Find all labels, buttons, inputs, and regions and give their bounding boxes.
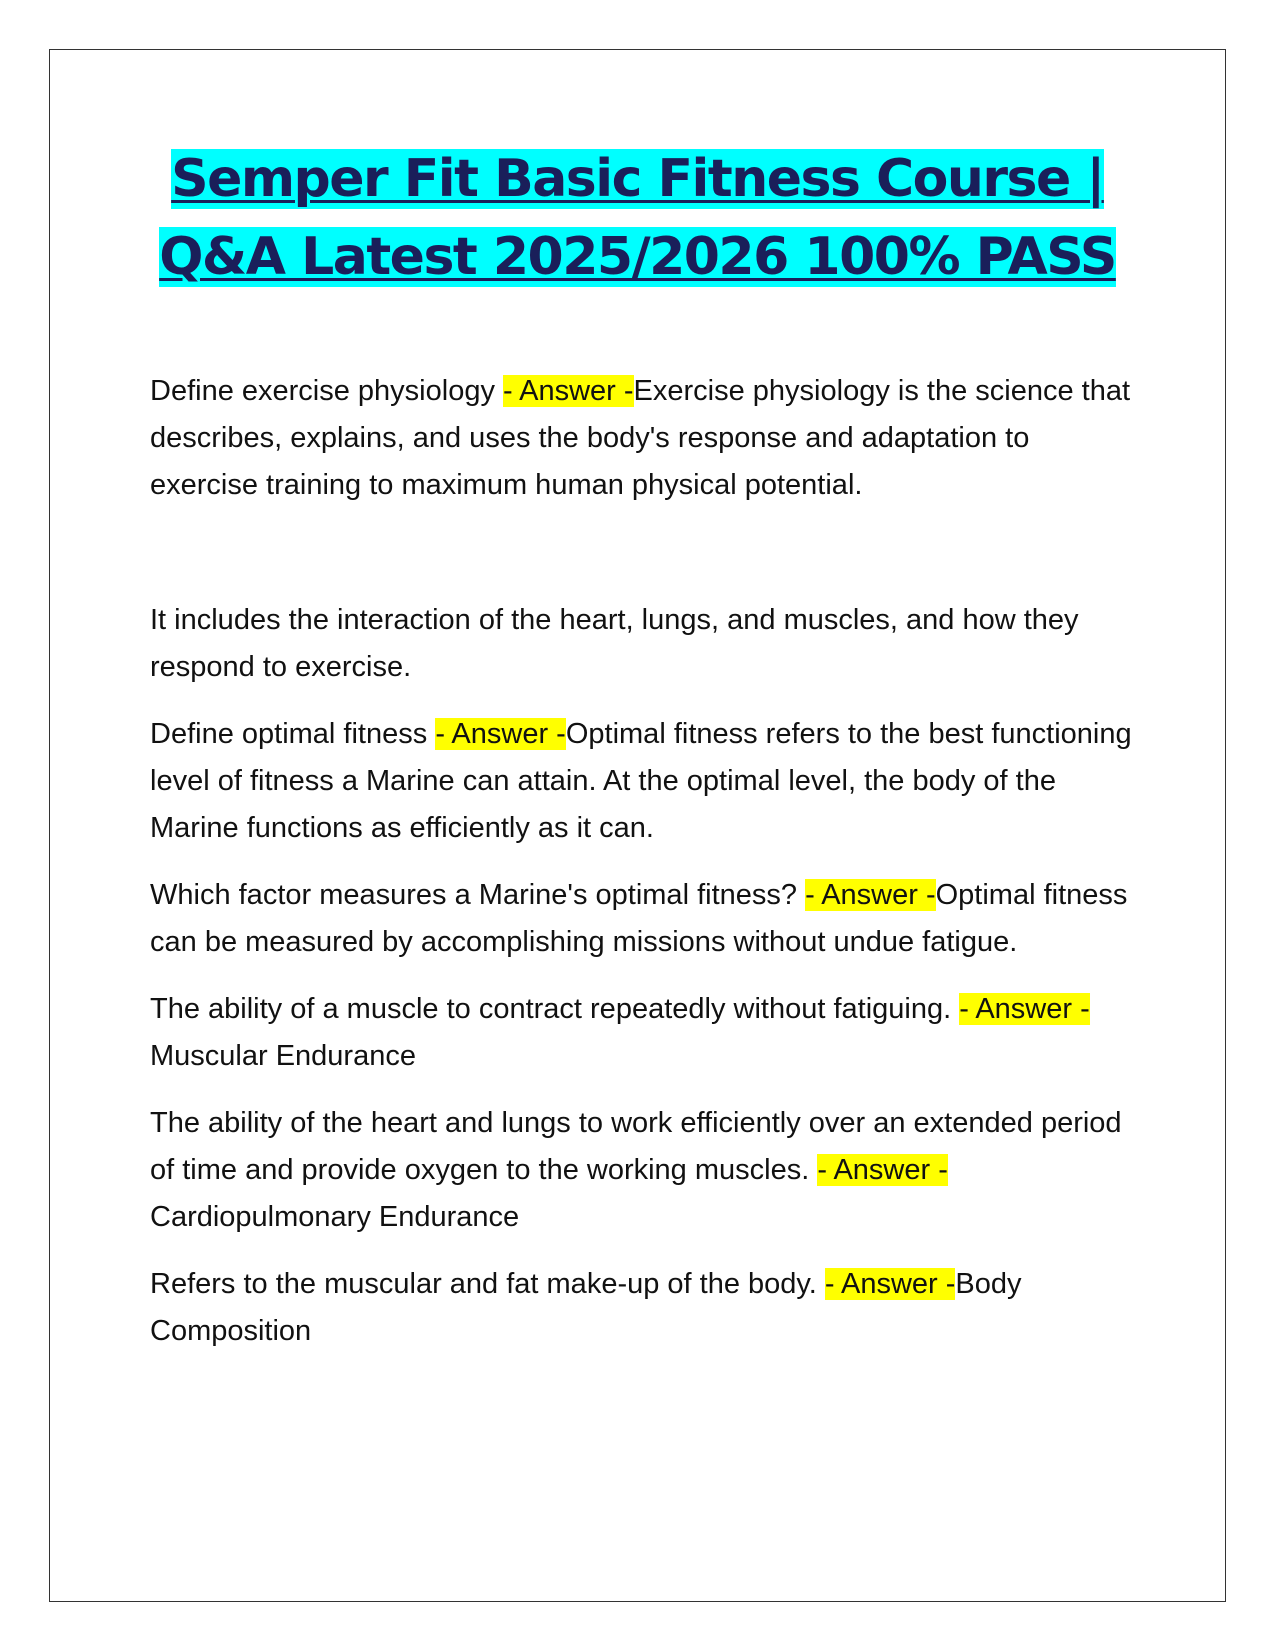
answer-text: Exercise physiology is the science that describes, explains, and uses the body's response and adaptation to exercise training to maximum human physical potential. [150, 375, 1131, 501]
continuation-text: It includes the interaction of the heart, lungs, and muscles, and how they respond to exercise. [150, 604, 1079, 683]
qa-item-optimal-fitness [150, 711, 1140, 852]
qa-item-muscular-endurance [150, 986, 1140, 1080]
qa-item-continuation [150, 597, 1140, 691]
answer-marker: - Answer - [959, 993, 1090, 1025]
answer-marker: - Answer - [503, 375, 634, 407]
answer-marker: - Answer - [805, 879, 936, 911]
title-line-2: Q&A Latest 2025/2026 100% PASS [159, 227, 1116, 287]
paragraph-spacer [150, 509, 1140, 597]
question-text: Refers to the muscular and fat make-up of the body. [150, 1268, 825, 1300]
question-text: The ability of a muscle to contract repeatedly without fatiguing. [150, 993, 960, 1025]
document-title [0, 140, 1275, 296]
title-line-1: Semper Fit Basic Fitness Course | [171, 149, 1104, 209]
question-text: The ability of the heart and lungs to work efficiently over an extended period of time and provide oxygen to the working muscles. [150, 1107, 1122, 1186]
answer-text: Muscular Endurance [150, 1040, 416, 1072]
question-text: Define exercise physiology [150, 375, 504, 407]
answer-text: Optimal fitness can be measured by accomplishing missions without undue fatigue. [150, 879, 1128, 958]
qa-item-cardiopulmonary-endurance [150, 1100, 1140, 1241]
answer-marker: - Answer - [824, 1268, 956, 1300]
answer-text: Cardiopulmonary Endurance [150, 1201, 520, 1233]
answer-text: Optimal fitness refers to the best functioning level of fitness a Marine can attain. At the optimal level, the body of the Marine functions as efficiently as it can. [150, 718, 1132, 844]
qa-item-body-composition [150, 1261, 1140, 1355]
qa-item-exercise-physiology [150, 368, 1140, 509]
answer-text: Body Composition [150, 1268, 1022, 1347]
answer-marker: - Answer - [435, 718, 566, 750]
answer-marker: - Answer - [817, 1154, 948, 1186]
question-text: Which factor measures a Marine's optimal fitness? [150, 879, 806, 911]
qa-item-measure-optimal-fitness [150, 872, 1140, 966]
qa-content [150, 368, 1140, 1375]
question-text: Define optimal fitness [150, 718, 436, 750]
